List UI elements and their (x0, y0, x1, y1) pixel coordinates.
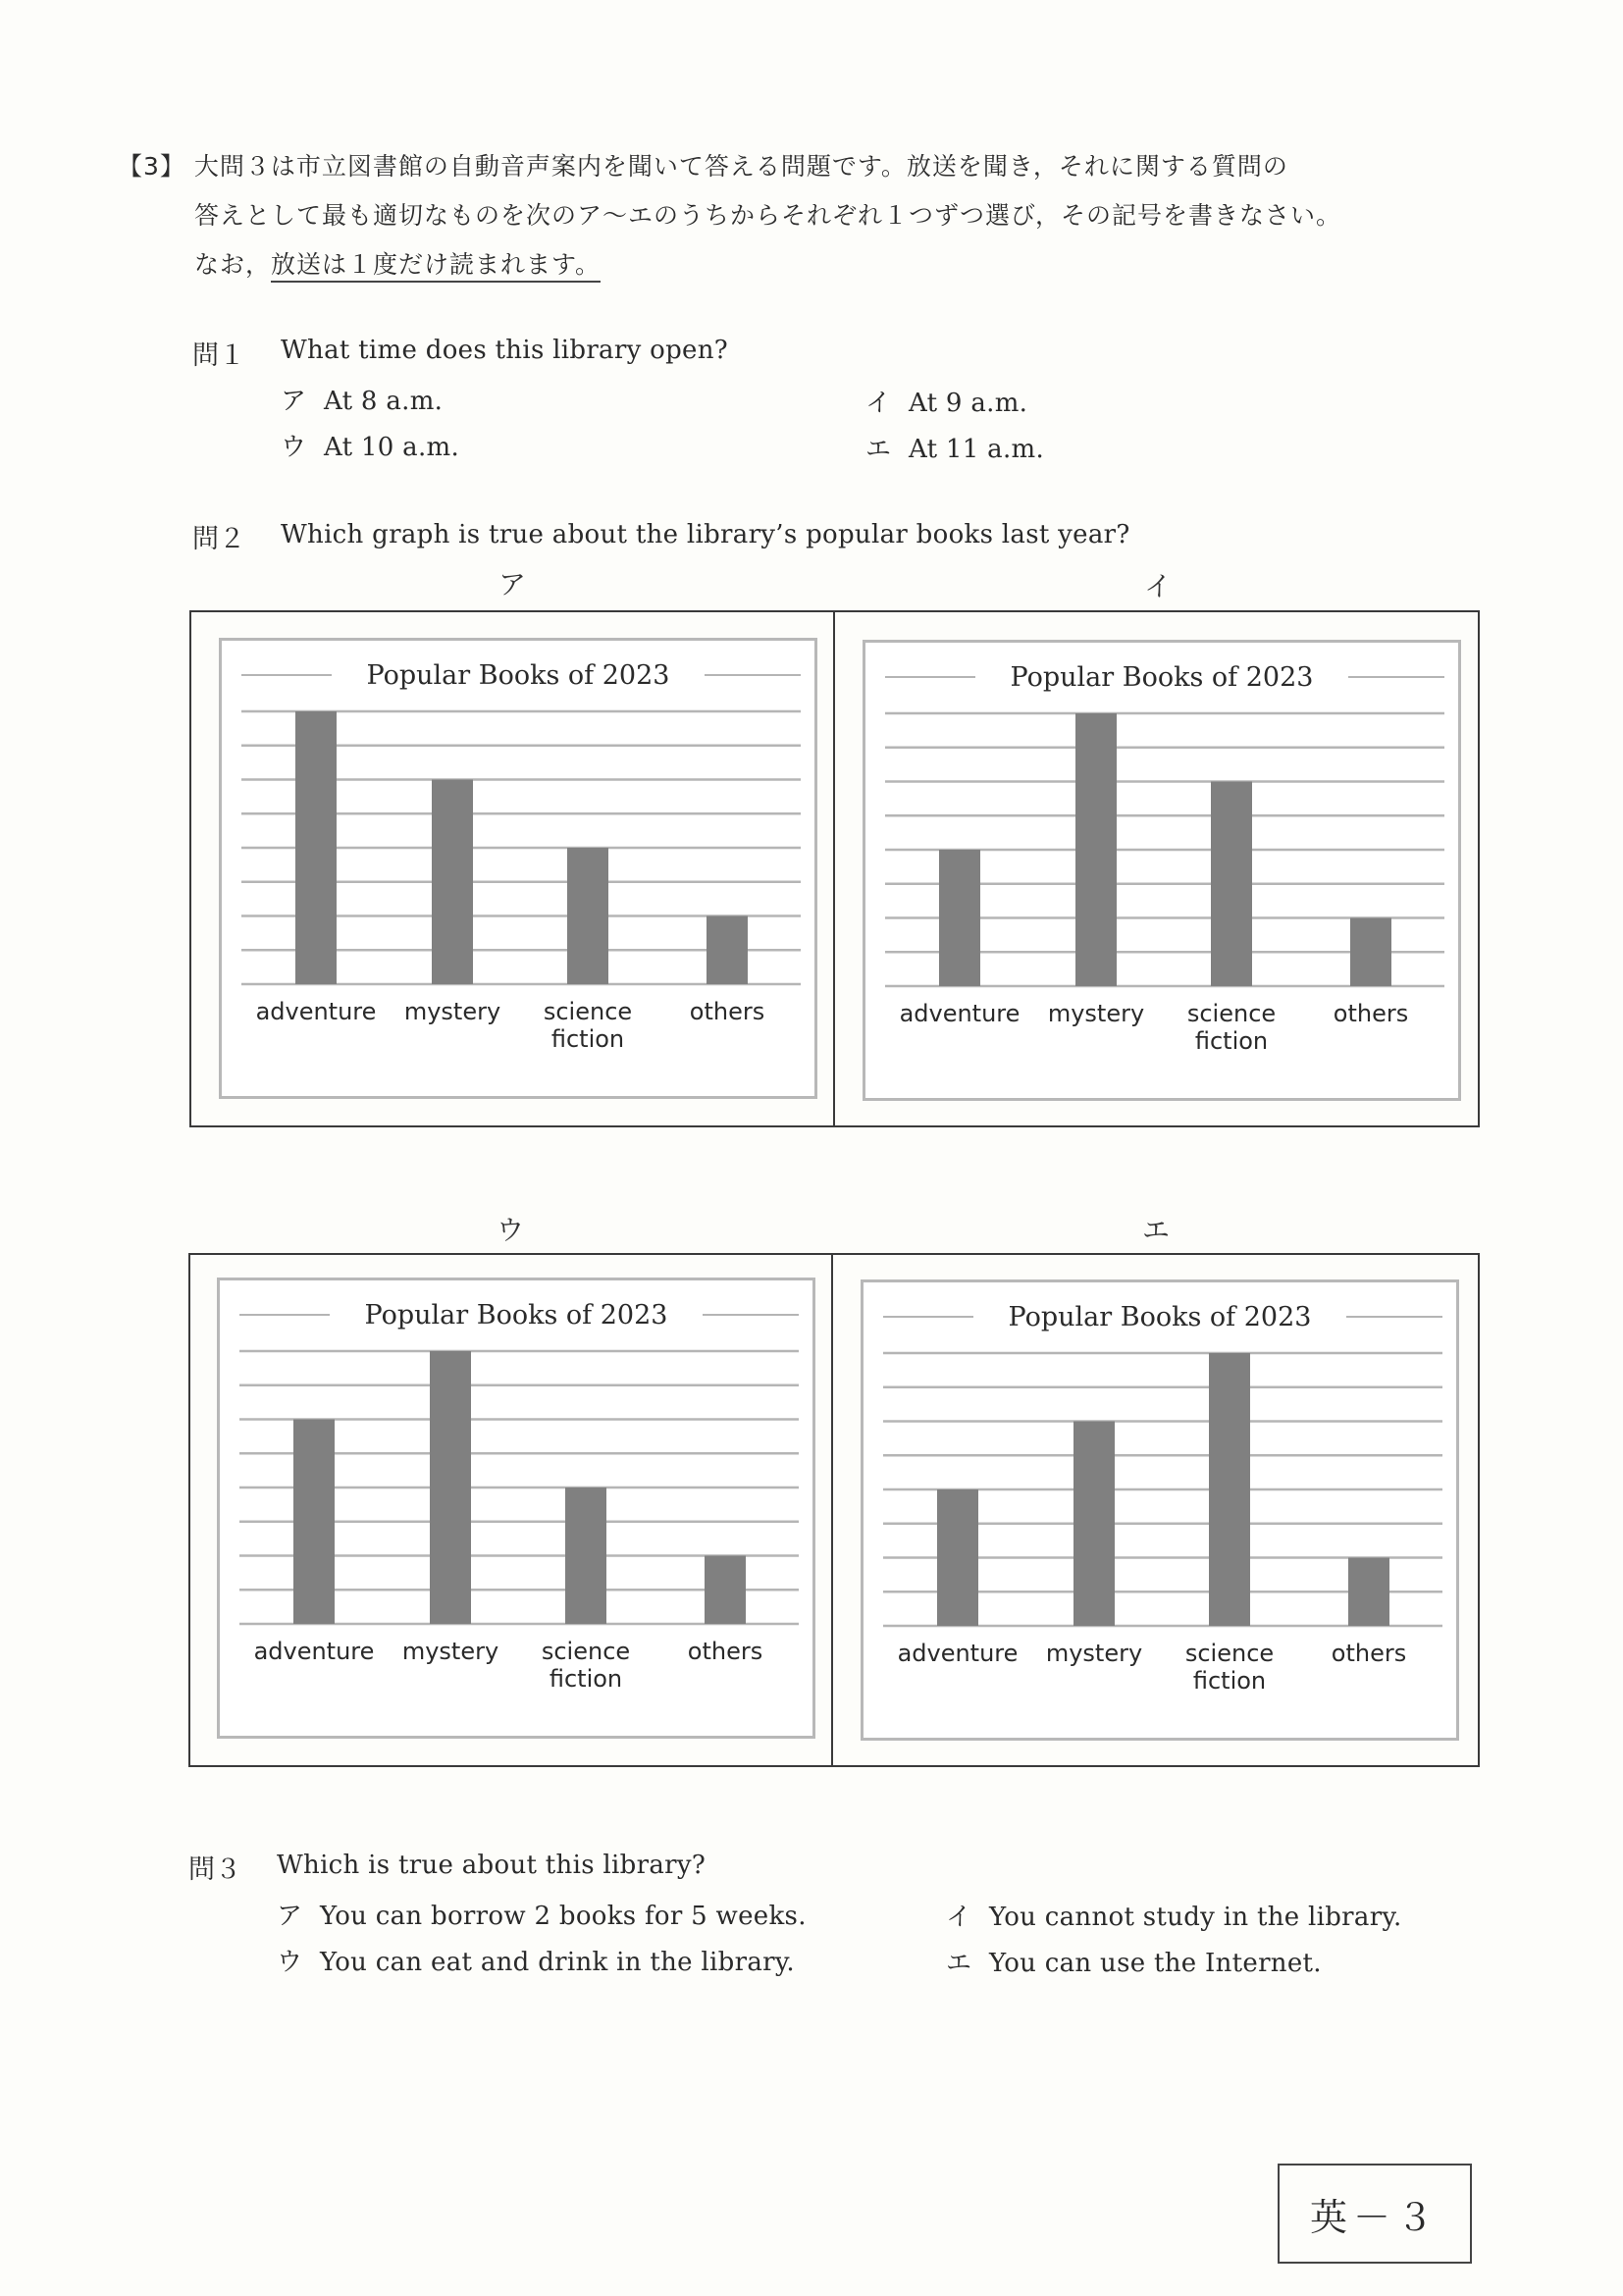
category-label: science (1186, 1000, 1277, 1027)
option-mark: ア (281, 387, 307, 416)
bar-adventure (293, 1420, 335, 1625)
category-label: others (687, 1638, 763, 1665)
option-mark: エ (946, 1949, 972, 1978)
charts-divider-top (833, 610, 835, 1127)
q1-option-a[interactable] (281, 381, 443, 417)
broadcast-once-note: 放送は１度だけ読まれます。 (271, 250, 601, 283)
option-mark: イ (946, 1903, 972, 1932)
option-text: You can use the Internet. (989, 1949, 1322, 1978)
category-label: fiction (1194, 1027, 1269, 1055)
category-label: others (1331, 1640, 1407, 1667)
category-label: others (1333, 1000, 1409, 1027)
q1-option-u[interactable] (281, 427, 459, 463)
q3-option-a[interactable] (277, 1896, 807, 1932)
bar-science-fiction (1211, 782, 1252, 987)
question-2-text: Which graph is true about the library’s popular books last year? (281, 520, 1130, 549)
chart-title: Popular Books of 2023 (1010, 662, 1314, 693)
bar-others (1350, 918, 1391, 987)
option-mark: イ (865, 389, 892, 418)
chart-u[interactable] (217, 1278, 815, 1739)
chart-svg (864, 1282, 1456, 1738)
option-mark: ウ (281, 433, 307, 462)
chart-e-letter[interactable]: エ (1142, 1214, 1171, 1246)
charts-divider-bottom (831, 1253, 833, 1767)
option-text: At 9 a.m. (909, 389, 1028, 418)
chart-title: Popular Books of 2023 (364, 1300, 668, 1331)
section-number: 【3】 (118, 152, 185, 181)
chart-e[interactable] (861, 1279, 1459, 1741)
option-text: At 10 a.m. (324, 433, 460, 462)
option-mark: ウ (277, 1948, 303, 1977)
question-1-label: 問１ (192, 340, 245, 371)
chart-svg (220, 1280, 812, 1736)
chart-a[interactable] (219, 638, 817, 1099)
category-label: adventure (899, 1000, 1021, 1027)
instructions-prefix: なお， (194, 250, 272, 279)
category-label: mystery (1047, 1000, 1145, 1027)
chart-u-letter[interactable]: ウ (497, 1214, 525, 1246)
category-label: science (1184, 1640, 1275, 1667)
bar-science-fiction (567, 848, 608, 984)
chart-svg (222, 641, 814, 1096)
bar-others (705, 1556, 746, 1625)
category-label: science (543, 998, 633, 1025)
chart-a-letter[interactable]: ア (498, 568, 527, 600)
question-3-label: 問３ (188, 1854, 241, 1885)
question-1-text: What time does this library open? (281, 336, 729, 365)
chart-svg (865, 643, 1458, 1098)
option-mark: ア (277, 1902, 303, 1931)
instructions-line-3 (194, 245, 601, 281)
instructions-text-1: 大問３は市立図書館の自動音声案内を聞いて答える問題です。放送を聞き，それに関する質問の (193, 152, 1288, 181)
question-3-text: Which is true about this library? (277, 1851, 707, 1880)
chart-title: Popular Books of 2023 (1008, 1302, 1312, 1332)
bar-adventure (937, 1489, 978, 1626)
instructions-line-2: 答えとして最も適切なものを次のア～エのうちからそれぞれ１つずつ選び，その記号を書きなさい。 (194, 201, 1342, 230)
bar-science-fiction (1209, 1353, 1250, 1626)
category-label: adventure (253, 1638, 375, 1665)
option-text: At 11 a.m. (909, 435, 1045, 464)
category-label: fiction (1192, 1667, 1267, 1695)
category-label: adventure (255, 998, 377, 1025)
bar-mystery (1075, 713, 1117, 986)
option-text: You can borrow 2 books for 5 weeks. (320, 1902, 807, 1931)
chart-i[interactable] (863, 640, 1461, 1101)
bar-mystery (1073, 1422, 1115, 1627)
chart-i-letter[interactable]: イ (1144, 570, 1173, 602)
q3-option-i[interactable] (946, 1897, 1402, 1933)
page-number: 英－３ (1309, 2195, 1440, 2239)
category-label: science (541, 1638, 631, 1665)
option-text: You cannot study in the library. (989, 1903, 1402, 1932)
bar-adventure (295, 711, 337, 984)
q3-option-u[interactable] (277, 1942, 795, 1978)
bar-mystery (432, 780, 473, 985)
option-text: You can eat and drink in the library. (320, 1948, 795, 1977)
bar-adventure (939, 850, 980, 986)
category-label: adventure (897, 1640, 1019, 1667)
page-number-box (1278, 2164, 1472, 2264)
bar-mystery (430, 1351, 471, 1624)
q1-option-e[interactable] (865, 429, 1044, 465)
category-label: mystery (401, 1638, 499, 1665)
bar-others (707, 916, 748, 985)
instructions-line-1 (118, 147, 1288, 183)
bar-others (1348, 1558, 1389, 1627)
question-2-label: 問２ (192, 524, 245, 554)
option-mark: エ (865, 435, 892, 464)
category-label: mystery (403, 998, 501, 1025)
q1-option-i[interactable] (865, 383, 1027, 419)
category-label: others (689, 998, 765, 1025)
option-text: At 8 a.m. (324, 387, 444, 416)
category-label: fiction (549, 1665, 623, 1693)
chart-title: Popular Books of 2023 (366, 660, 670, 691)
category-label: mystery (1045, 1640, 1143, 1667)
q3-option-e[interactable] (946, 1943, 1322, 1979)
category-label: fiction (550, 1025, 625, 1053)
bar-science-fiction (565, 1487, 606, 1624)
